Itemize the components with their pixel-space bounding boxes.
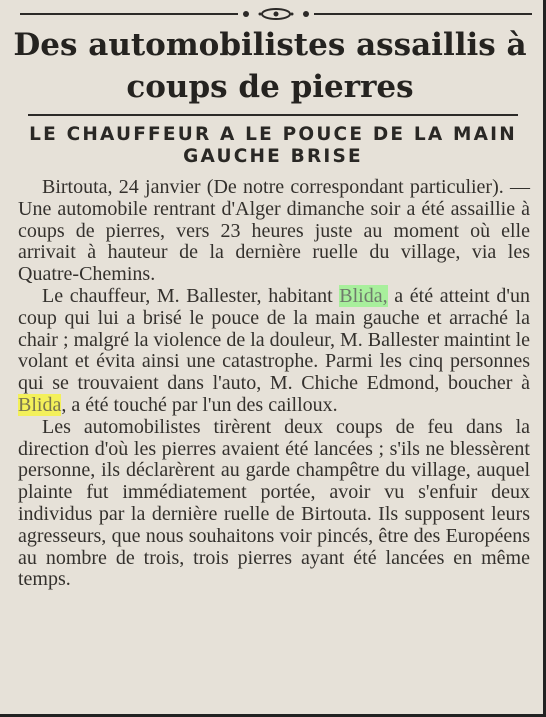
article-body: [18, 177, 530, 591]
article-headline: Des automobilistes assaillis à coups de pierres: [13, 27, 527, 105]
article-subheadline: LE CHAUFFEUR A LE POUCE DE LA MAIN GAUCHE BRISE: [29, 124, 517, 167]
paragraph-text: Le chauffeur, M. Ballester, habitant: [42, 284, 340, 307]
article-paragraph: [18, 286, 530, 417]
decorative-rule-ornament-icon: [20, 7, 532, 21]
article-paragraph: Les automobilistes tirèrent deux coups de feu dans la direction d'où les pierres avaient été lancées ; s'ils ne blessèrent personne, ils déclarèrent au garde champêtre du village, auquel plainte fut immédiatement portée, avoir vu s'enfuir deux individus par la dernière ruelle de Birtouta. Ils supposent leurs agresseurs, que nous souhaitons voir pincés, être des Européens au nombre de trois, trois pierres ayant été lancées en même temps.: [18, 415, 530, 591]
headline-divider: [28, 114, 518, 116]
paragraph-text: , a été touché par l'un des cailloux.: [61, 393, 338, 416]
highlighted-place-name: Blida,: [339, 284, 388, 307]
highlighted-place-name: Blida: [18, 393, 62, 416]
article-paragraph: Birtouta, 24 janvier (De notre correspondant particulier). — Une automobile rentrant d'Alger dimanche soir a été assaillie à coups de pierres, vers 23 heures juste au moment où elle arrivait à hauteur de la dernière ruelle du village, via les Quatre-Chemins.: [18, 176, 530, 286]
paragraph-text: a été atteint d'un coup qui lui a brisé le pouce de la main gauche et arraché la chair ; malgré la violence de la douleur, M. Ballester maintint le volant et évita ainsi une catastrophe. Parmi les cinq personnes qui se trouvaient dans l'auto, M. Chiche Edmond, boucher à: [18, 284, 530, 395]
